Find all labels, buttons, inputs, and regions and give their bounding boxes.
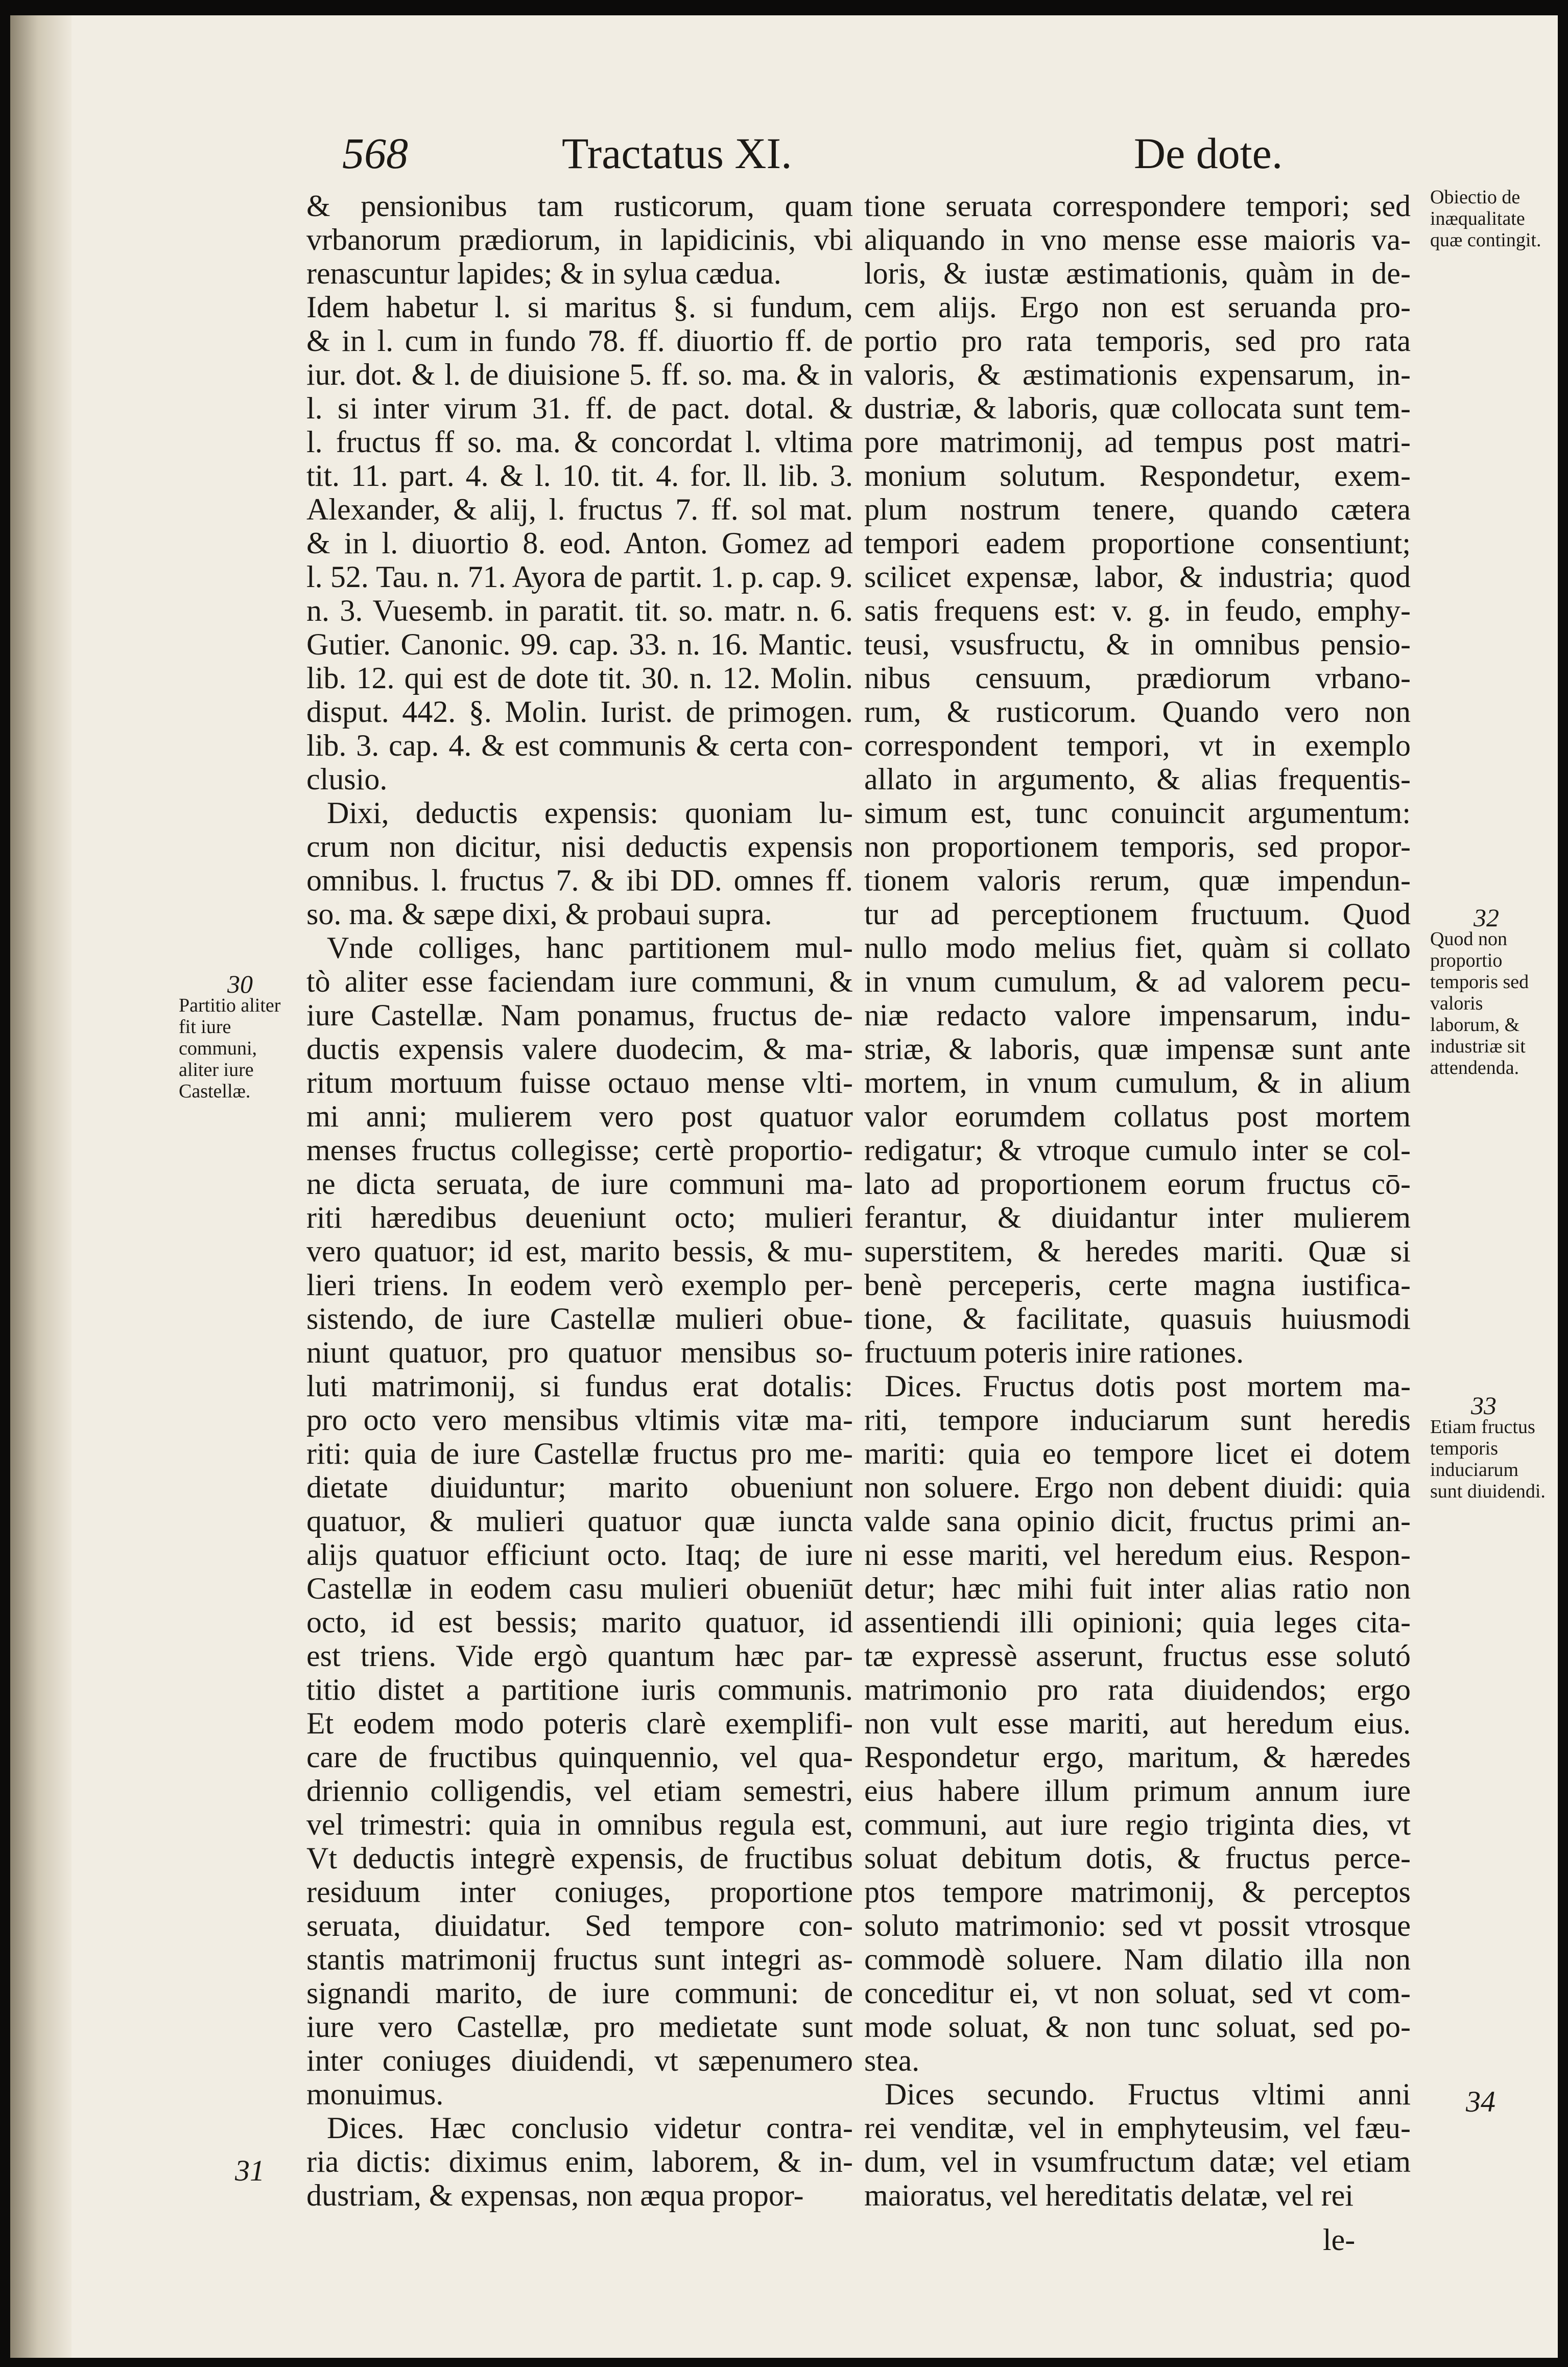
text-line: redigatur; & vtroque cumulo inter se col-: [864, 1133, 1411, 1167]
text-line: est triens. Vide ergò quantum hæc par-: [306, 1639, 853, 1673]
text-line: lib. 3. cap. 4. & est communis & certa con-: [306, 729, 853, 762]
section-title: De dote.: [1134, 129, 1283, 178]
text-line: detur; hæc mihi fuit inter alias ratio non: [864, 1572, 1411, 1605]
text-line: Respondetur ergo, maritum, & hæredes: [864, 1740, 1411, 1774]
text-line: non proportionem temporis, sed propor-: [864, 830, 1411, 863]
text-line: ductis expensis valere duodecim, & ma-: [306, 1032, 853, 1066]
text-line: benè perceperis, certe magna iustifica-: [864, 1268, 1411, 1302]
text-line: Dixi, deductis expensis: quoniam lu-: [327, 796, 853, 830]
text-line: & in l. cum in fundo 78. ff. diuortio ff. de: [306, 324, 853, 358]
text-line: valoris, & æstimationis expensarum, in-: [864, 358, 1411, 391]
text-line: ferantur, & diuidantur inter mulierem: [864, 1201, 1411, 1234]
text-line: ritum mortuum fuisse octauo mense vlti-: [306, 1066, 853, 1099]
text-line: niunt quatuor, pro quatuor mensibus so-: [306, 1335, 853, 1369]
text-line: Alexander, & alij, l. fructus 7. ff. sol mat.: [306, 493, 853, 526]
text-line: tione seruata correspondere tempori; sed: [864, 189, 1411, 223]
text-line: riti, tempore induciarum sunt heredis: [864, 1403, 1411, 1437]
text-line: mortem, in vnum cumulum, & in alium: [864, 1066, 1411, 1099]
running-head: [10, 118, 1558, 189]
text-line: fructuum poteris inire rationes.: [864, 1335, 1244, 1369]
margin-note-number-31: 31: [235, 2154, 265, 2187]
text-line: tione, & facilitate, quasuis huiusmodi: [864, 1302, 1411, 1335]
text-line: matrimonio pro rata diuidendos; ergo: [864, 1673, 1411, 1706]
text-line: Vt deductis integrè expensis, de fructibus: [306, 1841, 853, 1875]
text-line: scilicet expensæ, labor, & industria; quod: [864, 560, 1411, 594]
text-line: dietate diuiduntur; marito obueniunt: [306, 1470, 853, 1504]
text-line: aliquando in vno mense esse maioris va-: [864, 223, 1411, 256]
text-line: riti: quia de iure Castellæ fructus pro me-: [306, 1437, 853, 1470]
text-line: clusio.: [306, 762, 388, 796]
margin-note-number-34: 34: [1466, 2085, 1495, 2118]
page-number: 568: [342, 129, 408, 178]
text-line: rei venditæ, vel in emphyteusim, vel fæu-: [864, 2111, 1411, 2145]
text-line: ni esse mariti, vel heredum eius. Respon-: [864, 1538, 1411, 1572]
text-line: soluat debitum dotis, & fructus perce-: [864, 1841, 1411, 1875]
text-line: so. ma. & sæpe dixi, & probaui supra.: [306, 897, 772, 931]
text-line: ptos tempore matrimonij, & perceptos: [864, 1875, 1411, 1909]
text-line: non soluere. Ergo non debent diuidi: quia: [864, 1470, 1411, 1504]
text-line: in vnum cumulum, & ad valorem pecu-: [864, 965, 1411, 998]
text-line: allato in argumento, & alias frequentis-: [864, 762, 1411, 796]
text-line: dustriam, & expensas, non æqua propor-: [306, 2178, 804, 2212]
text-line: Et eodem modo poteris clarè exemplifi-: [306, 1706, 853, 1740]
text-line: sistendo, de iure Castellæ mulieri obue-: [306, 1302, 853, 1335]
text-line: disput. 442. §. Molin. Iurist. de primogen.: [306, 695, 853, 729]
treatise-title: Tractatus XI.: [562, 129, 792, 178]
text-line: iure vero Castellæ, pro medietate sunt: [306, 2010, 853, 2044]
text-line: nibus censuum, prædiorum vrbano-: [864, 661, 1411, 695]
text-line: tæ expressè asserunt, fructus esse solutó: [864, 1639, 1411, 1673]
text-line: lato ad proportionem eorum fructus cō-: [864, 1167, 1411, 1201]
text-line: rum, & rusticorum. Quando vero non: [864, 695, 1411, 729]
text-line: l. fructus ff so. ma. & concordat l. vltima: [306, 425, 853, 459]
text-line: satis frequens est: v. g. in feudo, emphy-: [864, 594, 1411, 627]
text-line: loris, & iustæ æstimationis, quàm in de-: [864, 256, 1411, 290]
text-line: driennio colligendis, vel etiam semestri,: [306, 1774, 853, 1808]
text-line: mode soluat, & non tunc soluat, sed po-: [864, 2010, 1411, 2044]
text-line: Gutier. Canonic. 99. cap. 33. n. 16. Mantic.: [306, 627, 853, 661]
text-line: simum est, tunc conuincit argumentum:: [864, 796, 1411, 830]
text-line: Dices. Fructus dotis post mortem ma-: [885, 1369, 1411, 1403]
text-line: quatuor, & mulieri quatuor quæ iuncta: [306, 1504, 853, 1538]
text-line: niæ redacto valore impensarum, indu-: [864, 998, 1411, 1032]
margin-note-30: [179, 970, 301, 1102]
text-line: valde sana opinio dicit, fructus primi an-: [864, 1504, 1411, 1538]
text-line: vrbanorum prædiorum, in lapidicinis, vbi: [306, 223, 853, 256]
text-line: tionem valoris rerum, quæ impendun-: [864, 863, 1411, 897]
text-line: valor eorumdem collatus post mortem: [864, 1099, 1411, 1133]
text-line: menses fructus collegisse; certè proportio-: [306, 1133, 853, 1167]
text-line: maioratus, vel hereditatis delatæ, vel rei: [864, 2178, 1354, 2212]
text-line: teusi, vsusfructu, & in omnibus pensio-: [864, 627, 1411, 661]
text-line: luti matrimonij, si fundus erat dotalis:: [306, 1369, 853, 1403]
text-line: mariti: quia eo tempore licet ei dotem: [864, 1437, 1411, 1470]
text-line: riti hæredibus deueniunt octo; mulieri: [306, 1201, 853, 1234]
text-line: alijs quatuor efficiunt octo. Itaq; de iure: [306, 1538, 853, 1572]
text-line: tur ad perceptionem fructuum. Quod: [864, 897, 1411, 931]
text-line: iur. dot. & l. de diuisione 5. ff. so. ma. & in: [306, 358, 853, 391]
margin-note-number: 30: [227, 970, 253, 998]
book-page: [10, 15, 1558, 2358]
text-line: & in l. diuortio 8. eod. Anton. Gomez ad: [306, 526, 853, 560]
text-line: correspondent tempori, vt in exemplo: [864, 729, 1411, 762]
text-line: dustriæ, & laboris, quæ collocata sunt tem-: [864, 391, 1411, 425]
text-line: superstitem, & heredes mariti. Quæ si: [864, 1234, 1411, 1268]
margin-note-text: Quod non proportio temporis sed valoris laborum, & industriæ sit attendenda.: [1430, 928, 1529, 1079]
text-line: ria dictis: diximus enim, laborem, & in-: [306, 2145, 853, 2178]
margin-note-text: Etiam fructus temporis induciarum sunt diuidendi.: [1430, 1416, 1546, 1502]
text-line: crum non dicitur, nisi deductis expensis: [306, 830, 853, 863]
text-line: Dices secundo. Fructus vltimi anni: [885, 2077, 1411, 2111]
text-line: lieri triens. In eodem verò exemplo per-: [306, 1268, 853, 1302]
text-line: iure Castellæ. Nam ponamus, fructus de-: [306, 998, 853, 1032]
text-line: l. 52. Tau. n. 71. Ayora de partit. 1. p. cap. 9.: [306, 560, 853, 594]
text-line: vero quatuor; id est, marito bessis, & mu-: [306, 1234, 853, 1268]
text-line: soluto matrimonio: sed vt possit vtrosque: [864, 1909, 1411, 1942]
text-line: commodè soluere. Nam dilatio illa non: [864, 1942, 1411, 1976]
text-line: tò aliter esse faciendam iure communi, &: [306, 965, 853, 998]
text-line: Dices. Hæc conclusio videtur contra-: [327, 2111, 853, 2145]
text-line: nullo modo melius fiet, quàm si collato: [864, 931, 1411, 965]
text-line: stea.: [864, 2044, 920, 2077]
text-line: inter coniuges diuidendi, vt sæpenumero: [306, 2044, 853, 2077]
text-line: care de fructibus quinquennio, vel qua-: [306, 1740, 853, 1774]
text-line: striæ, & laboris, quæ impensæ sunt ante: [864, 1032, 1411, 1066]
text-line: tempori eadem proportione consentiunt;: [864, 526, 1411, 560]
text-line: plum nostrum tenere, quando cætera: [864, 493, 1411, 526]
text-line: ne dicta seruata, de iure communi ma-: [306, 1167, 853, 1201]
text-line: conceditur ei, vt non soluat, sed vt com-: [864, 1976, 1411, 2010]
text-line: omnibus. l. fructus 7. & ibi DD. omnes ff.: [306, 863, 853, 897]
text-line: assentiendi illi opinioni; quia leges cita-: [864, 1605, 1411, 1639]
text-line: octo, id est bessis; marito quatuor, id: [306, 1605, 853, 1639]
text-line: Castellæ in eodem casu mulieri obueniūt: [306, 1572, 853, 1605]
text-line: lib. 12. qui est de dote tit. 30. n. 12. Molin.: [306, 661, 853, 695]
text-line: renascuntur lapides; & in sylua cædua.: [306, 256, 781, 290]
text-line: residuum inter coniuges, proportione: [306, 1875, 853, 1909]
text-line: vel trimestri: quia in omnibus regula est,: [306, 1808, 853, 1841]
text-line: non vult esse mariti, aut heredum eius.: [864, 1706, 1411, 1740]
text-line: n. 3. Vuesemb. in paratit. tit. so. matr. n. 6.: [306, 594, 853, 627]
text-line: seruata, diuidatur. Sed tempore con-: [306, 1909, 853, 1942]
text-line: signandi marito, de iure communi: de: [306, 1976, 853, 2010]
text-line: dum, vel in vsumfructum datæ; vel etiam: [864, 2145, 1411, 2178]
text-line: Idem habetur l. si maritus §. si fundum,: [306, 290, 853, 324]
text-line: stantis matrimonij fructus sunt integri as-: [306, 1942, 853, 1976]
text-line: mi anni; mulierem vero post quatuor: [306, 1099, 853, 1133]
text-line: tit. 11. part. 4. & l. 10. tit. 4. for. ll. lib. 3.: [306, 459, 853, 493]
margin-note-number: 33: [1471, 1391, 1496, 1420]
margin-note-number: 32: [1474, 903, 1499, 932]
margin-note-text: Obiectio de inæqualitate quæ contingit.: [1430, 186, 1541, 251]
text-line: monuimus.: [306, 2077, 444, 2111]
text-line: Vnde colliges, hanc partitionem mul-: [327, 931, 853, 965]
catchword: le-: [1323, 2223, 1356, 2257]
left-text-column: [306, 189, 853, 2212]
text-line: l. si inter virum 31. ff. de pact. dotal. &: [306, 391, 853, 425]
text-line: cem alijs. Ergo non est seruanda pro-: [864, 290, 1411, 324]
margin-note-33: [1430, 1391, 1548, 1502]
text-line: titio distet a partitione iuris communis.: [306, 1673, 853, 1706]
text-line: & pensionibus tam rusticorum, quam: [306, 189, 853, 223]
margin-note-obiectio: [1430, 186, 1548, 251]
page-gutter: [10, 15, 72, 2358]
right-text-column: [864, 189, 1411, 2212]
margin-note-text: Partitio aliter fit iure communi, aliter iure Castellæ.: [179, 995, 281, 1102]
text-line: portio pro rata temporis, sed pro rata: [864, 324, 1411, 358]
text-line: communi, aut iure regio triginta dies, vt: [864, 1808, 1411, 1841]
text-line: pro octo vero mensibus vltimis vitæ ma-: [306, 1403, 853, 1437]
text-line: pore matrimonij, ad tempus post matri-: [864, 425, 1411, 459]
text-line: eius habere illum primum annum iure: [864, 1774, 1411, 1808]
text-line: monium solutum. Respondetur, exem-: [864, 459, 1411, 493]
margin-note-32: [1430, 903, 1548, 1079]
